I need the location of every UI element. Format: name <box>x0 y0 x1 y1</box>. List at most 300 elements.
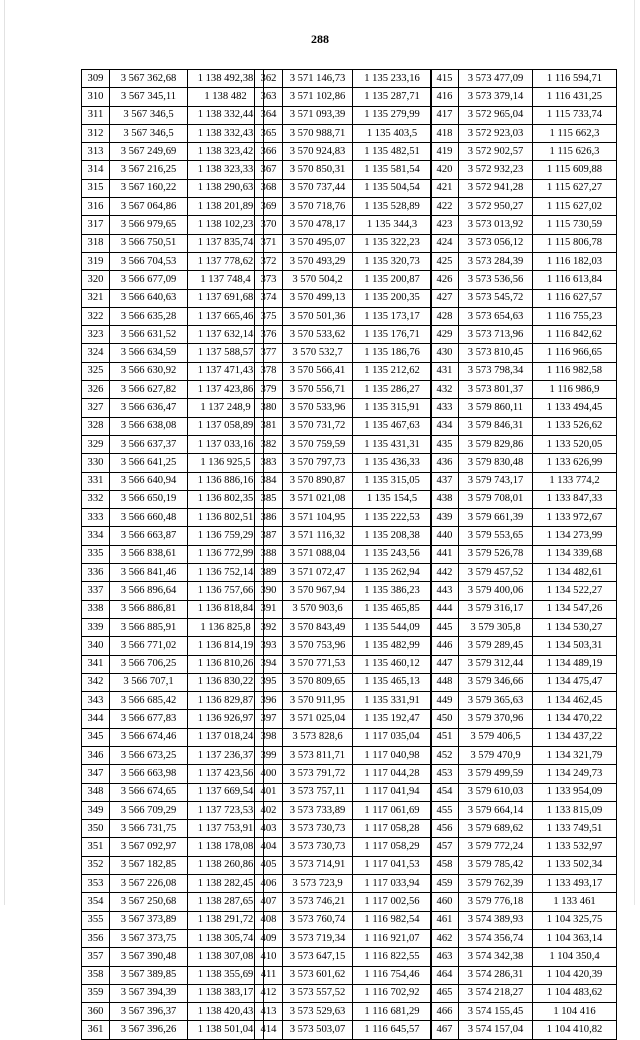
x-coordinate: 3 570 495,07 <box>283 234 353 252</box>
y-coordinate: 1 116 982,58 <box>533 362 617 380</box>
point-number: 405 <box>255 856 283 874</box>
table-row <box>82 783 264 801</box>
point-number: 367 <box>255 161 283 179</box>
x-coordinate: 3 570 556,71 <box>283 381 353 399</box>
point-number: 385 <box>255 490 283 508</box>
y-coordinate: 1 117 040,98 <box>353 746 432 764</box>
table-row <box>82 454 264 472</box>
x-coordinate: 3 579 860,11 <box>459 399 533 417</box>
table-row <box>255 618 432 636</box>
x-coordinate: 3 566 663,98 <box>110 765 188 783</box>
x-coordinate: 3 573 723,9 <box>283 875 353 893</box>
table-row <box>431 252 617 270</box>
point-number: 375 <box>255 307 283 325</box>
table-row <box>431 509 617 527</box>
y-coordinate: 1 115 662,3 <box>533 124 617 142</box>
table-row <box>431 527 617 545</box>
y-coordinate: 1 135 192,47 <box>353 710 432 728</box>
x-coordinate: 3 573 477,09 <box>459 70 533 88</box>
y-coordinate: 1 135 581,54 <box>353 161 432 179</box>
y-coordinate: 1 116 594,71 <box>533 70 617 88</box>
table-row <box>82 344 264 362</box>
table-row <box>255 289 432 307</box>
table-row <box>255 710 432 728</box>
point-number: 456 <box>431 820 459 838</box>
y-coordinate: 1 137 691,68 <box>188 289 264 307</box>
point-number: 346 <box>82 746 110 764</box>
x-coordinate: 3 570 771,53 <box>283 655 353 673</box>
point-number: 368 <box>255 179 283 197</box>
table-row <box>82 838 264 856</box>
table-row <box>255 143 432 161</box>
table-row <box>82 856 264 874</box>
table-row <box>255 820 432 838</box>
x-coordinate: 3 579 743,17 <box>459 472 533 490</box>
table-row <box>82 143 264 161</box>
table-row <box>255 637 432 655</box>
y-coordinate: 1 133 526,62 <box>533 417 617 435</box>
point-number: 446 <box>431 637 459 655</box>
y-coordinate: 1 138 178,08 <box>188 838 264 856</box>
table-row <box>255 966 432 984</box>
y-coordinate: 1 135 286,27 <box>353 381 432 399</box>
table-row <box>431 765 617 783</box>
x-coordinate: 3 579 785,42 <box>459 856 533 874</box>
x-coordinate: 3 574 218,27 <box>459 984 533 1002</box>
y-coordinate: 1 116 702,92 <box>353 984 432 1002</box>
x-coordinate: 3 570 533,62 <box>283 326 353 344</box>
table-row <box>82 893 264 911</box>
x-coordinate: 3 572 965,04 <box>459 106 533 124</box>
y-coordinate: 1 133 749,51 <box>533 820 617 838</box>
x-coordinate: 3 579 553,65 <box>459 527 533 545</box>
table-row <box>431 637 617 655</box>
table-row <box>431 234 617 252</box>
y-coordinate: 1 137 665,46 <box>188 307 264 325</box>
x-coordinate: 3 566 886,81 <box>110 600 188 618</box>
y-coordinate: 1 138 260,86 <box>188 856 264 874</box>
y-coordinate: 1 133 520,05 <box>533 435 617 453</box>
table-row <box>431 454 617 472</box>
table-row <box>431 106 617 124</box>
y-coordinate: 1 135 287,71 <box>353 88 432 106</box>
point-number: 374 <box>255 289 283 307</box>
y-coordinate: 1 135 436,33 <box>353 454 432 472</box>
point-number: 337 <box>82 582 110 600</box>
point-number: 442 <box>431 564 459 582</box>
point-number: 323 <box>82 326 110 344</box>
table-row <box>431 1003 617 1021</box>
point-number: 344 <box>82 710 110 728</box>
x-coordinate: 3 573 760,74 <box>283 911 353 929</box>
table-row <box>255 381 432 399</box>
x-coordinate: 3 573 810,45 <box>459 344 533 362</box>
y-coordinate: 1 134 273,99 <box>533 527 617 545</box>
point-number: 417 <box>431 106 459 124</box>
y-coordinate: 1 136 802,35 <box>188 490 264 508</box>
y-coordinate: 1 116 613,84 <box>533 271 617 289</box>
table-row <box>255 252 432 270</box>
table-row <box>255 856 432 874</box>
table-row <box>82 1021 264 1039</box>
y-coordinate: 1 138 287,65 <box>188 893 264 911</box>
table-row <box>255 911 432 929</box>
point-number: 342 <box>82 673 110 691</box>
table-row <box>431 564 617 582</box>
point-number: 345 <box>82 728 110 746</box>
y-coordinate: 1 115 609,88 <box>533 161 617 179</box>
table-row <box>431 710 617 728</box>
table-row <box>255 326 432 344</box>
y-coordinate: 1 133 972,67 <box>533 509 617 527</box>
point-number: 424 <box>431 234 459 252</box>
point-number: 357 <box>82 948 110 966</box>
x-coordinate: 3 579 830,48 <box>459 454 533 472</box>
table-row <box>82 966 264 984</box>
y-coordinate: 1 117 002,56 <box>353 893 432 911</box>
x-coordinate: 3 574 356,74 <box>459 929 533 947</box>
point-number: 312 <box>82 124 110 142</box>
x-coordinate: 3 566 771,02 <box>110 637 188 655</box>
x-coordinate: 3 566 641,25 <box>110 454 188 472</box>
table-row <box>255 234 432 252</box>
x-coordinate: 3 571 102,86 <box>283 88 353 106</box>
x-coordinate: 3 566 638,08 <box>110 417 188 435</box>
table-row <box>255 216 432 234</box>
x-coordinate: 3 579 400,06 <box>459 582 533 600</box>
x-coordinate: 3 573 757,11 <box>283 783 353 801</box>
table-row <box>431 783 617 801</box>
point-number: 418 <box>431 124 459 142</box>
x-coordinate: 3 572 941,28 <box>459 179 533 197</box>
page-number: 288 <box>311 32 329 46</box>
table-row <box>255 362 432 380</box>
point-number: 332 <box>82 490 110 508</box>
table-row <box>82 911 264 929</box>
y-coordinate: 1 137 248,9 <box>188 399 264 417</box>
table-row <box>255 490 432 508</box>
y-coordinate: 1 104 483,62 <box>533 984 617 1002</box>
table-row <box>82 929 264 947</box>
y-coordinate: 1 133 493,17 <box>533 875 617 893</box>
table-row <box>255 893 432 911</box>
y-coordinate: 1 135 320,73 <box>353 252 432 270</box>
x-coordinate: 3 573 791,72 <box>283 765 353 783</box>
point-number: 406 <box>255 875 283 893</box>
y-coordinate: 1 135 460,12 <box>353 655 432 673</box>
point-number: 455 <box>431 801 459 819</box>
y-coordinate: 1 116 822,55 <box>353 948 432 966</box>
x-coordinate: 3 570 753,96 <box>283 637 353 655</box>
point-number: 451 <box>431 728 459 746</box>
point-number: 416 <box>431 88 459 106</box>
x-coordinate: 3 566 707,1 <box>110 673 188 691</box>
point-number: 381 <box>255 417 283 435</box>
x-coordinate: 3 573 056,12 <box>459 234 533 252</box>
x-coordinate: 3 567 249,69 <box>110 143 188 161</box>
point-number: 359 <box>82 984 110 1002</box>
x-coordinate: 3 570 809,65 <box>283 673 353 691</box>
table-row <box>82 216 264 234</box>
y-coordinate: 1 137 632,14 <box>188 326 264 344</box>
table-row <box>82 948 264 966</box>
table-row <box>82 124 264 142</box>
table-row <box>431 673 617 691</box>
y-coordinate: 1 136 752,14 <box>188 564 264 582</box>
y-coordinate: 1 138 102,23 <box>188 216 264 234</box>
point-number: 457 <box>431 838 459 856</box>
point-number: 408 <box>255 911 283 929</box>
y-coordinate: 1 135 482,51 <box>353 143 432 161</box>
point-number: 366 <box>255 143 283 161</box>
x-coordinate: 3 567 373,75 <box>110 929 188 947</box>
point-number: 422 <box>431 198 459 216</box>
x-coordinate: 3 573 503,07 <box>283 1021 353 1039</box>
point-number: 335 <box>82 545 110 563</box>
point-number: 458 <box>431 856 459 874</box>
table-row <box>255 399 432 417</box>
y-coordinate: 1 116 645,57 <box>353 1021 432 1039</box>
point-number: 429 <box>431 326 459 344</box>
point-number: 415 <box>431 70 459 88</box>
x-coordinate: 3 567 064,86 <box>110 198 188 216</box>
point-number: 380 <box>255 399 283 417</box>
point-number: 355 <box>82 911 110 929</box>
y-coordinate: 1 133 954,09 <box>533 783 617 801</box>
x-coordinate: 3 579 370,96 <box>459 710 533 728</box>
y-coordinate: 1 115 626,3 <box>533 143 617 161</box>
table-row <box>431 929 617 947</box>
x-coordinate: 3 570 911,95 <box>283 692 353 710</box>
y-coordinate: 1 136 810,26 <box>188 655 264 673</box>
x-coordinate: 3 566 634,59 <box>110 344 188 362</box>
table-row <box>82 984 264 1002</box>
y-coordinate: 1 117 044,28 <box>353 765 432 783</box>
y-coordinate: 1 135 465,85 <box>353 600 432 618</box>
y-coordinate: 1 135 243,56 <box>353 545 432 563</box>
x-coordinate: 3 570 737,44 <box>283 179 353 197</box>
y-coordinate: 1 104 420,39 <box>533 966 617 984</box>
x-coordinate: 3 573 601,62 <box>283 966 353 984</box>
y-coordinate: 1 133 626,99 <box>533 454 617 472</box>
x-coordinate: 3 574 155,45 <box>459 1003 533 1021</box>
x-coordinate: 3 579 762,39 <box>459 875 533 893</box>
point-number: 410 <box>255 948 283 966</box>
y-coordinate: 1 104 325,75 <box>533 911 617 929</box>
y-coordinate: 1 115 627,02 <box>533 198 617 216</box>
table-row <box>431 179 617 197</box>
table-row <box>255 198 432 216</box>
point-number: 389 <box>255 564 283 582</box>
point-number: 388 <box>255 545 283 563</box>
table-row <box>255 564 432 582</box>
table-row <box>431 70 617 88</box>
point-number: 413 <box>255 1003 283 1021</box>
x-coordinate: 3 574 389,93 <box>459 911 533 929</box>
x-coordinate: 3 566 640,94 <box>110 472 188 490</box>
x-coordinate: 3 567 390,48 <box>110 948 188 966</box>
y-coordinate: 1 138 332,43 <box>188 124 264 142</box>
table-row <box>255 600 432 618</box>
table-row <box>255 765 432 783</box>
table-row <box>431 124 617 142</box>
x-coordinate: 3 579 829,86 <box>459 435 533 453</box>
point-number: 467 <box>431 1021 459 1039</box>
point-number: 448 <box>431 673 459 691</box>
table-row <box>255 582 432 600</box>
x-coordinate: 3 566 640,63 <box>110 289 188 307</box>
y-coordinate: 1 134 437,22 <box>533 728 617 746</box>
point-number: 407 <box>255 893 283 911</box>
point-number: 390 <box>255 582 283 600</box>
x-coordinate: 3 579 457,52 <box>459 564 533 582</box>
table-row <box>431 600 617 618</box>
x-coordinate: 3 571 116,32 <box>283 527 353 545</box>
y-coordinate: 1 137 018,24 <box>188 728 264 746</box>
x-coordinate: 3 573 811,71 <box>283 746 353 764</box>
x-coordinate: 3 566 709,29 <box>110 801 188 819</box>
x-coordinate: 3 570 850,31 <box>283 161 353 179</box>
x-coordinate: 3 566 663,87 <box>110 527 188 545</box>
point-number: 350 <box>82 820 110 838</box>
point-number: 404 <box>255 838 283 856</box>
point-number: 430 <box>431 344 459 362</box>
y-coordinate: 1 133 815,09 <box>533 801 617 819</box>
y-coordinate: 1 135 465,13 <box>353 673 432 691</box>
y-coordinate: 1 134 547,26 <box>533 600 617 618</box>
table-row <box>431 801 617 819</box>
point-number: 466 <box>431 1003 459 1021</box>
y-coordinate: 1 134 462,45 <box>533 692 617 710</box>
y-coordinate: 1 135 233,16 <box>353 70 432 88</box>
y-coordinate: 1 137 471,43 <box>188 362 264 380</box>
point-number: 440 <box>431 527 459 545</box>
point-number: 391 <box>255 600 283 618</box>
y-coordinate: 1 135 186,76 <box>353 344 432 362</box>
y-coordinate: 1 137 778,62 <box>188 252 264 270</box>
y-coordinate: 1 138 355,69 <box>188 966 264 984</box>
y-coordinate: 1 136 759,29 <box>188 527 264 545</box>
y-coordinate: 1 137 753,91 <box>188 820 264 838</box>
y-coordinate: 1 137 723,53 <box>188 801 264 819</box>
x-coordinate: 3 570 903,6 <box>283 600 353 618</box>
y-coordinate: 1 116 755,23 <box>533 307 617 325</box>
y-coordinate: 1 135 331,91 <box>353 692 432 710</box>
y-coordinate: 1 138 201,89 <box>188 198 264 216</box>
table-row <box>431 399 617 417</box>
table-row <box>255 106 432 124</box>
table-row <box>255 88 432 106</box>
point-number: 394 <box>255 655 283 673</box>
point-number: 403 <box>255 820 283 838</box>
x-coordinate: 3 579 708,01 <box>459 490 533 508</box>
table-row <box>82 198 264 216</box>
table-row <box>82 875 264 893</box>
table-row <box>431 875 617 893</box>
x-coordinate: 3 573 284,39 <box>459 252 533 270</box>
y-coordinate: 1 138 383,17 <box>188 984 264 1002</box>
table-row <box>82 637 264 655</box>
y-coordinate: 1 134 249,73 <box>533 765 617 783</box>
x-coordinate: 3 579 664,14 <box>459 801 533 819</box>
x-coordinate: 3 579 772,24 <box>459 838 533 856</box>
y-coordinate: 1 117 041,94 <box>353 783 432 801</box>
y-coordinate: 1 137 669,54 <box>188 783 264 801</box>
point-number: 378 <box>255 362 283 380</box>
y-coordinate: 1 117 058,29 <box>353 838 432 856</box>
x-coordinate: 3 567 216,25 <box>110 161 188 179</box>
point-number: 369 <box>255 198 283 216</box>
x-coordinate: 3 573 647,15 <box>283 948 353 966</box>
y-coordinate: 1 133 502,34 <box>533 856 617 874</box>
x-coordinate: 3 579 316,17 <box>459 600 533 618</box>
x-coordinate: 3 566 885,91 <box>110 618 188 636</box>
x-coordinate: 3 566 896,64 <box>110 582 188 600</box>
point-number: 443 <box>431 582 459 600</box>
point-number: 452 <box>431 746 459 764</box>
point-number: 445 <box>431 618 459 636</box>
y-coordinate: 1 135 154,5 <box>353 490 432 508</box>
x-coordinate: 3 573 654,63 <box>459 307 533 325</box>
table-row <box>82 728 264 746</box>
y-coordinate: 1 138 307,08 <box>188 948 264 966</box>
y-coordinate: 1 134 339,68 <box>533 545 617 563</box>
point-number: 450 <box>431 710 459 728</box>
table-row <box>255 527 432 545</box>
point-number: 464 <box>431 966 459 984</box>
point-number: 354 <box>82 893 110 911</box>
point-number: 310 <box>82 88 110 106</box>
table-row <box>431 655 617 673</box>
x-coordinate: 3 566 706,25 <box>110 655 188 673</box>
table-row <box>82 88 264 106</box>
y-coordinate: 1 116 966,65 <box>533 344 617 362</box>
table-row <box>82 381 264 399</box>
point-number: 409 <box>255 929 283 947</box>
point-number: 372 <box>255 252 283 270</box>
y-coordinate: 1 116 982,54 <box>353 911 432 929</box>
x-coordinate: 3 567 389,85 <box>110 966 188 984</box>
y-coordinate: 1 135 467,63 <box>353 417 432 435</box>
y-coordinate: 1 136 829,87 <box>188 692 264 710</box>
table-row <box>255 655 432 673</box>
point-number: 398 <box>255 728 283 746</box>
table-row <box>82 673 264 691</box>
table-row <box>431 618 617 636</box>
table-row <box>82 472 264 490</box>
x-coordinate: 3 567 092,97 <box>110 838 188 856</box>
table-row <box>255 435 432 453</box>
y-coordinate: 1 137 033,16 <box>188 435 264 453</box>
x-coordinate: 3 573 746,21 <box>283 893 353 911</box>
point-number: 322 <box>82 307 110 325</box>
point-number: 314 <box>82 161 110 179</box>
x-coordinate: 3 573 557,52 <box>283 984 353 1002</box>
table-row <box>82 106 264 124</box>
x-coordinate: 3 573 801,37 <box>459 381 533 399</box>
point-number: 324 <box>82 344 110 362</box>
y-coordinate: 1 134 522,27 <box>533 582 617 600</box>
point-number: 431 <box>431 362 459 380</box>
point-number: 434 <box>431 417 459 435</box>
y-coordinate: 1 136 818,84 <box>188 600 264 618</box>
table-row <box>82 710 264 728</box>
x-coordinate: 3 570 478,17 <box>283 216 353 234</box>
y-coordinate: 1 116 754,46 <box>353 966 432 984</box>
x-coordinate: 3 574 157,04 <box>459 1021 533 1039</box>
table-row <box>255 545 432 563</box>
point-number: 373 <box>255 271 283 289</box>
